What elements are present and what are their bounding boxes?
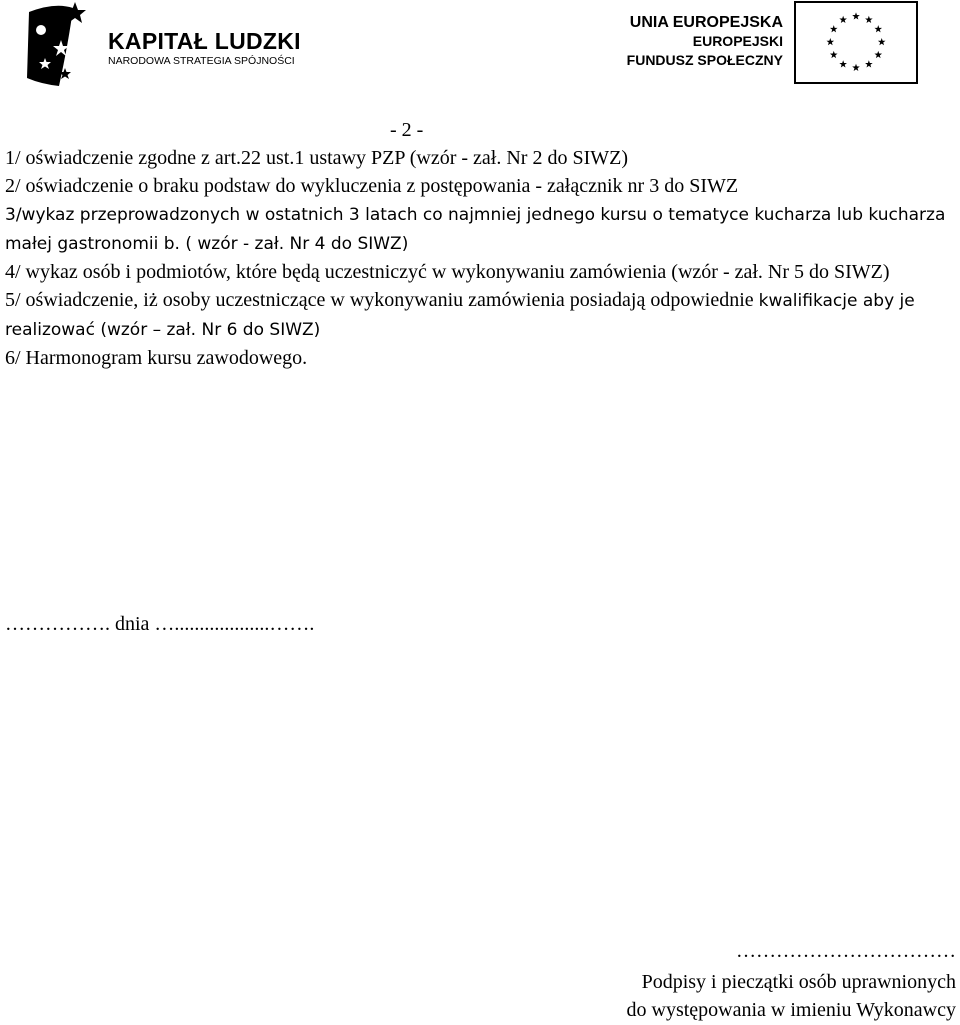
star-icon [874,51,882,58]
star-icon [852,12,860,19]
star-icon [839,60,847,67]
signature-line1: Podpisy i pieczątki osób uprawnionych [641,971,956,993]
star-icon [827,38,835,45]
list-item-text: 4/ wykaz osób i podmiotów, które będą uczestniczyć w wykonywaniu zamówienia (wzór - zał. Nr 5 do SIWZ) [5,261,890,283]
list-item-text: 1/ oświadczenie zgodne z art.22 ust.1 ustawy PZP (wzór - zał. Nr 2 do SIWZ) [5,147,628,169]
signature-dots: …………………………… [736,940,956,962]
star-icon [830,25,838,32]
list-item [5,144,955,172]
list-item-text: Nr 4 do SIWZ) [284,234,409,254]
logo-title: KAPITAŁ LUDZKI [108,28,301,54]
eu-logo-text [627,13,783,70]
list-item-text: 3/wykaz przeprowadzonych w ostatnich 3 latach co najmniej jednego kursu o tematyce kucharza lub kucharza małej gastronomii b. ( wzór - zał. [5,205,946,254]
list-item-text: 5/ oświadczenie, iż osoby uczestniczące w wykonywaniu zamówienia posiadają odpowiednie [5,289,759,311]
signature-label [536,968,956,1024]
list-item [5,344,955,372]
list-item-text: 2/ oświadczenie o braku podstaw do wykluczenia z postępowania - załącznik nr 3 do SIWZ [5,175,739,197]
eu-logo-line2: EUROPEJSKI [692,33,783,49]
star-icon [852,64,860,71]
list-item [5,172,955,200]
list-item [5,200,955,258]
date-line: ……………. dnia …...................……. [5,613,315,635]
star-icon [874,25,882,32]
star-icon [839,16,847,23]
list-item-text: kwalifikacje aby je realizować (wzór – zał. Nr 6 do SIWZ) [5,291,915,340]
eu-flag-icon [794,1,918,84]
star-icon [865,16,873,23]
eu-logo [613,0,918,88]
page-number: - 2 - [390,119,424,141]
star-icon [878,38,886,45]
signature-line2: do występowania w imieniu Wykonawcy [626,999,956,1021]
list-item-text: 6/ Harmonogram kursu zawodowego. [5,347,308,369]
star-icon [865,60,873,67]
kapital-ludzki-emblem-icon [25,0,105,88]
logo-subtitle: NARODOWA STRATEGIA SPÓJNOŚCI [108,55,295,67]
list-item [5,286,955,344]
kapital-ludzki-logo [25,0,315,88]
eu-logo-line1: UNIA EUROPEJSKA [629,14,783,31]
eu-logo-line3: FUNDUSZ SPOŁECZNY [626,52,783,68]
document-list [5,144,955,372]
star-icon [830,51,838,58]
list-item [5,258,955,286]
